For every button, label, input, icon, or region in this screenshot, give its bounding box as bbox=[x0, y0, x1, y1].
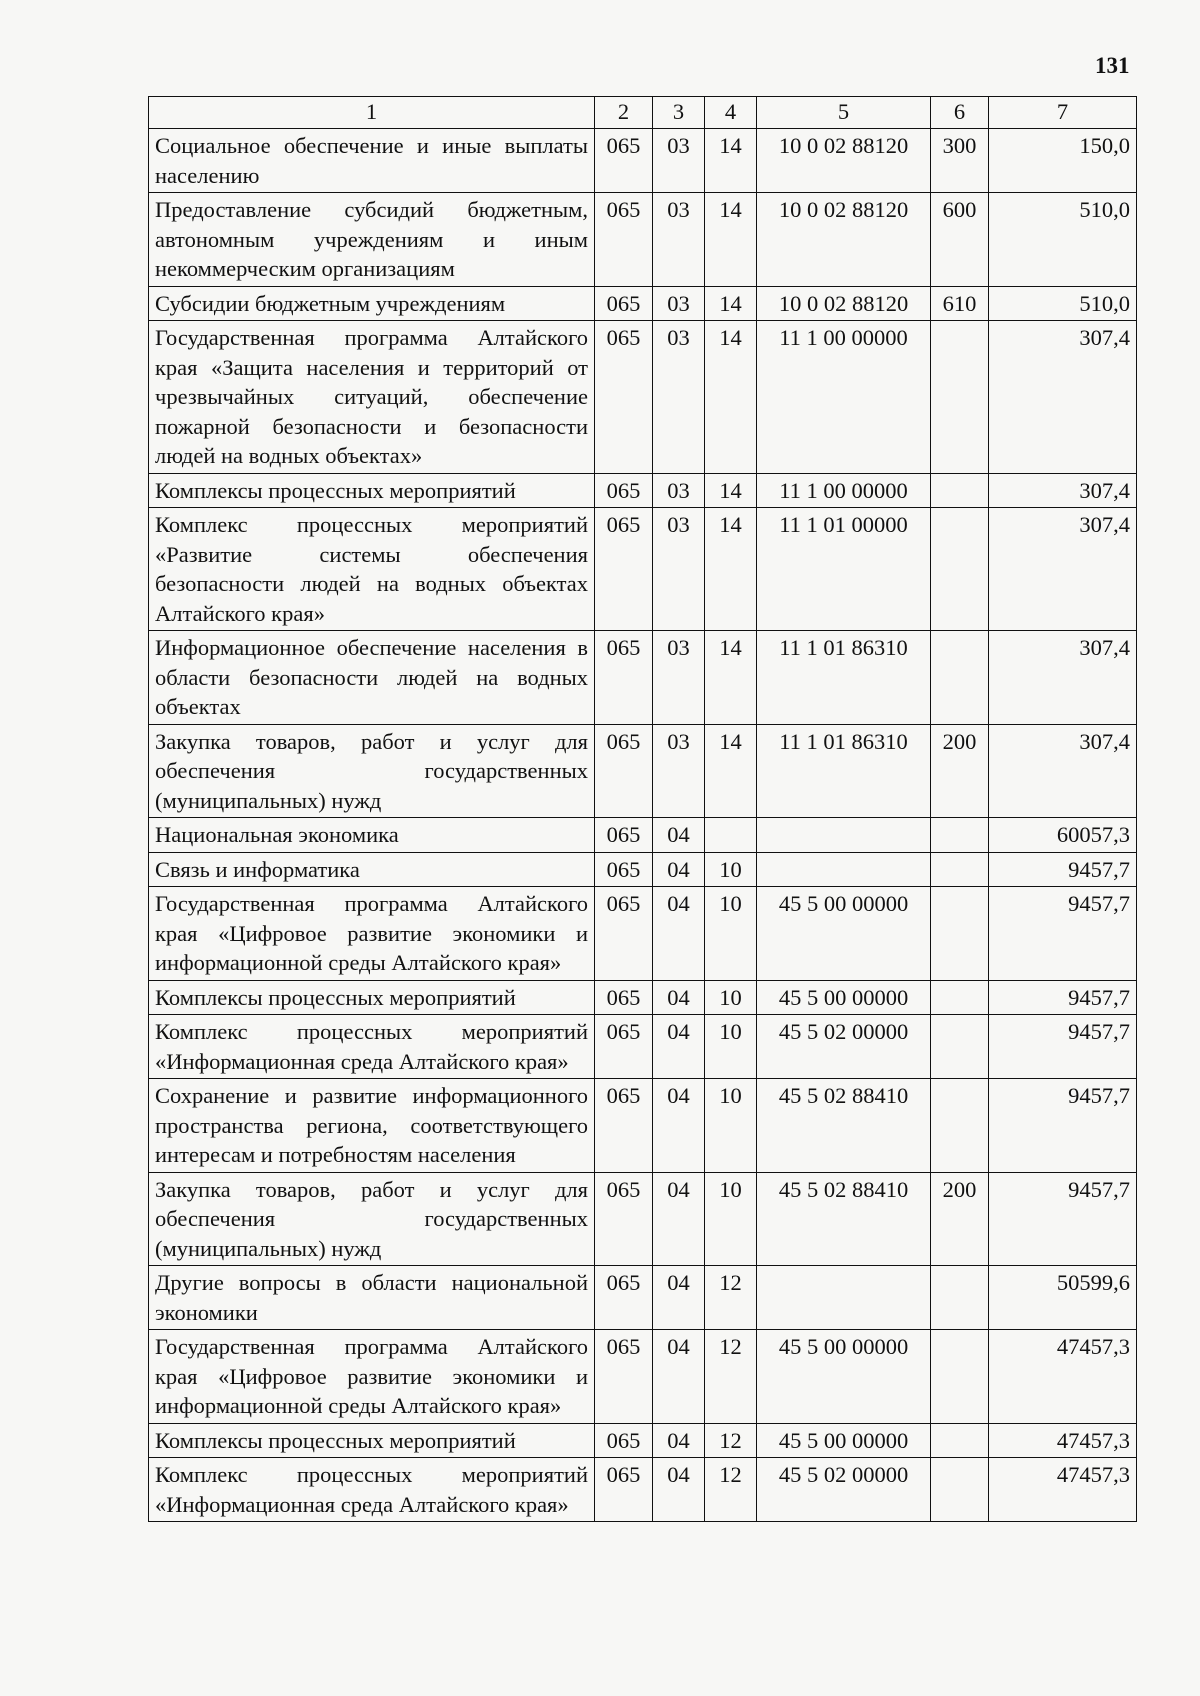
code-cell: 065 bbox=[595, 321, 653, 474]
code-cell: 065 bbox=[595, 1330, 653, 1424]
row-name-cell: Комплексы процессных мероприятий bbox=[149, 473, 595, 508]
subsection-cell bbox=[705, 818, 757, 853]
header-cell: 3 bbox=[653, 97, 705, 129]
target-article-cell: 11 1 01 86310 bbox=[757, 724, 931, 818]
row-name-cell: Национальная экономика bbox=[149, 818, 595, 853]
table-row bbox=[149, 1423, 1137, 1458]
expense-type-cell: 600 bbox=[931, 193, 989, 287]
section-cell: 03 bbox=[653, 473, 705, 508]
target-article-cell: 45 5 00 00000 bbox=[757, 887, 931, 981]
row-name-cell: Государственная программа Алтайского края «Цифровое развитие экономики и информационной среды Алтайского края» bbox=[149, 1330, 595, 1424]
section-cell: 04 bbox=[653, 1423, 705, 1458]
expense-type-cell: 300 bbox=[931, 129, 989, 193]
section-cell: 03 bbox=[653, 193, 705, 287]
amount-cell: 9457,7 bbox=[989, 1172, 1137, 1266]
expense-type-cell bbox=[931, 321, 989, 474]
section-cell: 03 bbox=[653, 631, 705, 725]
amount-cell: 9457,7 bbox=[989, 1015, 1137, 1079]
code-cell: 065 bbox=[595, 473, 653, 508]
table-row bbox=[149, 1172, 1137, 1266]
expense-type-cell bbox=[931, 1015, 989, 1079]
subsection-cell: 14 bbox=[705, 129, 757, 193]
subsection-cell: 14 bbox=[705, 193, 757, 287]
expense-type-cell bbox=[931, 631, 989, 725]
table-row bbox=[149, 129, 1137, 193]
expense-type-cell bbox=[931, 1266, 989, 1330]
target-article-cell: 11 1 01 86310 bbox=[757, 631, 931, 725]
header-cell: 1 bbox=[149, 97, 595, 129]
row-name-cell: Закупка товаров, работ и услуг для обеспечения государственных (муниципальных) нужд bbox=[149, 724, 595, 818]
subsection-cell: 10 bbox=[705, 852, 757, 887]
amount-cell: 60057,3 bbox=[989, 818, 1137, 853]
row-name-cell: Предоставление субсидий бюджетным, автономным учреждениям и иным некоммерческим организациям bbox=[149, 193, 595, 287]
subsection-cell: 14 bbox=[705, 286, 757, 321]
code-cell: 065 bbox=[595, 286, 653, 321]
section-cell: 04 bbox=[653, 1079, 705, 1173]
target-article-cell: 45 5 00 00000 bbox=[757, 1423, 931, 1458]
section-cell: 04 bbox=[653, 887, 705, 981]
section-cell: 03 bbox=[653, 321, 705, 474]
code-cell: 065 bbox=[595, 631, 653, 725]
target-article-cell: 11 1 01 00000 bbox=[757, 508, 931, 631]
subsection-cell: 12 bbox=[705, 1458, 757, 1522]
amount-cell: 510,0 bbox=[989, 193, 1137, 287]
amount-cell: 9457,7 bbox=[989, 887, 1137, 981]
expense-type-cell: 200 bbox=[931, 1172, 989, 1266]
subsection-cell: 14 bbox=[705, 631, 757, 725]
section-cell: 03 bbox=[653, 724, 705, 818]
code-cell: 065 bbox=[595, 1015, 653, 1079]
code-cell: 065 bbox=[595, 193, 653, 287]
amount-cell: 150,0 bbox=[989, 129, 1137, 193]
table-row bbox=[149, 980, 1137, 1015]
row-name-cell: Субсидии бюджетным учреждениям bbox=[149, 286, 595, 321]
target-article-cell: 45 5 02 88410 bbox=[757, 1172, 931, 1266]
amount-cell: 47457,3 bbox=[989, 1458, 1137, 1522]
table-row bbox=[149, 321, 1137, 474]
table-row bbox=[149, 193, 1137, 287]
expense-type-cell bbox=[931, 473, 989, 508]
subsection-cell: 12 bbox=[705, 1423, 757, 1458]
expense-type-cell bbox=[931, 1079, 989, 1173]
expense-type-cell bbox=[931, 818, 989, 853]
target-article-cell: 11 1 00 00000 bbox=[757, 321, 931, 474]
table-row bbox=[149, 1015, 1137, 1079]
section-cell: 04 bbox=[653, 980, 705, 1015]
expense-type-cell: 610 bbox=[931, 286, 989, 321]
subsection-cell: 14 bbox=[705, 508, 757, 631]
table-row bbox=[149, 1458, 1137, 1522]
amount-cell: 307,4 bbox=[989, 724, 1137, 818]
page-number: 131 bbox=[1095, 53, 1130, 78]
target-article-cell: 10 0 02 88120 bbox=[757, 286, 931, 321]
section-cell: 04 bbox=[653, 1330, 705, 1424]
row-name-cell: Комплексы процессных мероприятий bbox=[149, 1423, 595, 1458]
section-cell: 04 bbox=[653, 1458, 705, 1522]
table-row bbox=[149, 852, 1137, 887]
row-name-cell: Информационное обеспечение населения в области безопасности людей на водных объектах bbox=[149, 631, 595, 725]
table-row bbox=[149, 286, 1137, 321]
amount-cell: 9457,7 bbox=[989, 980, 1137, 1015]
amount-cell: 47457,3 bbox=[989, 1330, 1137, 1424]
amount-cell: 50599,6 bbox=[989, 1266, 1137, 1330]
code-cell: 065 bbox=[595, 1458, 653, 1522]
code-cell: 065 bbox=[595, 1423, 653, 1458]
subsection-cell: 10 bbox=[705, 1079, 757, 1173]
header-cell: 4 bbox=[705, 97, 757, 129]
section-cell: 04 bbox=[653, 852, 705, 887]
header-cell: 7 bbox=[989, 97, 1137, 129]
expense-type-cell: 200 bbox=[931, 724, 989, 818]
expense-type-cell bbox=[931, 508, 989, 631]
target-article-cell: 45 5 00 00000 bbox=[757, 980, 931, 1015]
row-name-cell: Государственная программа Алтайского края «Защита населения и территорий от чрезвычайных ситуаций, обеспечение пожарной безопасности и безопасности людей на водных объектах» bbox=[149, 321, 595, 474]
target-article-cell bbox=[757, 1266, 931, 1330]
amount-cell: 307,4 bbox=[989, 508, 1137, 631]
expense-type-cell bbox=[931, 1330, 989, 1424]
row-name-cell: Связь и информатика bbox=[149, 852, 595, 887]
table-row bbox=[149, 887, 1137, 981]
table-row bbox=[149, 818, 1137, 853]
target-article-cell: 10 0 02 88120 bbox=[757, 193, 931, 287]
row-name-cell: Другие вопросы в области национальной экономики bbox=[149, 1266, 595, 1330]
section-cell: 03 bbox=[653, 286, 705, 321]
table-row bbox=[149, 1266, 1137, 1330]
table-row bbox=[149, 508, 1137, 631]
row-name-cell: Комплекс процессных мероприятий «Информационная среда Алтайского края» bbox=[149, 1458, 595, 1522]
code-cell: 065 bbox=[595, 1172, 653, 1266]
target-article-cell: 45 5 02 00000 bbox=[757, 1015, 931, 1079]
section-cell: 04 bbox=[653, 818, 705, 853]
section-cell: 03 bbox=[653, 508, 705, 631]
table-row bbox=[149, 1079, 1137, 1173]
subsection-cell: 10 bbox=[705, 980, 757, 1015]
amount-cell: 307,4 bbox=[989, 631, 1137, 725]
target-article-cell: 45 5 00 00000 bbox=[757, 1330, 931, 1424]
section-cell: 04 bbox=[653, 1015, 705, 1079]
code-cell: 065 bbox=[595, 1266, 653, 1330]
header-cell: 6 bbox=[931, 97, 989, 129]
expense-type-cell bbox=[931, 1423, 989, 1458]
row-name-cell: Социальное обеспечение и иные выплаты населению bbox=[149, 129, 595, 193]
target-article-cell: 10 0 02 88120 bbox=[757, 129, 931, 193]
subsection-cell: 14 bbox=[705, 321, 757, 474]
header-cell: 5 bbox=[757, 97, 931, 129]
code-cell: 065 bbox=[595, 852, 653, 887]
table-row bbox=[149, 1330, 1137, 1424]
amount-cell: 9457,7 bbox=[989, 1079, 1137, 1173]
row-name-cell: Комплекс процессных мероприятий «Развитие системы обеспечения безопасности людей на водных объектах Алтайского края» bbox=[149, 508, 595, 631]
code-cell: 065 bbox=[595, 818, 653, 853]
code-cell: 065 bbox=[595, 980, 653, 1015]
row-name-cell: Сохранение и развитие информационного пространства региона, соответствующего интересам и потребностям населения bbox=[149, 1079, 595, 1173]
subsection-cell: 10 bbox=[705, 887, 757, 981]
subsection-cell: 10 bbox=[705, 1015, 757, 1079]
budget-table bbox=[148, 96, 1137, 1522]
amount-cell: 47457,3 bbox=[989, 1423, 1137, 1458]
row-name-cell: Закупка товаров, работ и услуг для обеспечения государственных (муниципальных) нужд bbox=[149, 1172, 595, 1266]
amount-cell: 510,0 bbox=[989, 286, 1137, 321]
target-article-cell: 45 5 02 88410 bbox=[757, 1079, 931, 1173]
code-cell: 065 bbox=[595, 1079, 653, 1173]
table-header-row bbox=[149, 97, 1137, 129]
subsection-cell: 12 bbox=[705, 1266, 757, 1330]
row-name-cell: Государственная программа Алтайского края «Цифровое развитие экономики и информационной среды Алтайского края» bbox=[149, 887, 595, 981]
amount-cell: 307,4 bbox=[989, 321, 1137, 474]
expense-type-cell bbox=[931, 980, 989, 1015]
table-row bbox=[149, 631, 1137, 725]
target-article-cell: 11 1 00 00000 bbox=[757, 473, 931, 508]
subsection-cell: 10 bbox=[705, 1172, 757, 1266]
row-name-cell: Комплекс процессных мероприятий «Информационная среда Алтайского края» bbox=[149, 1015, 595, 1079]
expense-type-cell bbox=[931, 887, 989, 981]
amount-cell: 9457,7 bbox=[989, 852, 1137, 887]
subsection-cell: 14 bbox=[705, 724, 757, 818]
code-cell: 065 bbox=[595, 508, 653, 631]
target-article-cell: 45 5 02 00000 bbox=[757, 1458, 931, 1522]
subsection-cell: 14 bbox=[705, 473, 757, 508]
target-article-cell bbox=[757, 818, 931, 853]
target-article-cell bbox=[757, 852, 931, 887]
table-row bbox=[149, 473, 1137, 508]
table-row bbox=[149, 724, 1137, 818]
subsection-cell: 12 bbox=[705, 1330, 757, 1424]
code-cell: 065 bbox=[595, 887, 653, 981]
section-cell: 04 bbox=[653, 1266, 705, 1330]
amount-cell: 307,4 bbox=[989, 473, 1137, 508]
code-cell: 065 bbox=[595, 129, 653, 193]
row-name-cell: Комплексы процессных мероприятий bbox=[149, 980, 595, 1015]
header-cell: 2 bbox=[595, 97, 653, 129]
code-cell: 065 bbox=[595, 724, 653, 818]
expense-type-cell bbox=[931, 1458, 989, 1522]
expense-type-cell bbox=[931, 852, 989, 887]
section-cell: 04 bbox=[653, 1172, 705, 1266]
section-cell: 03 bbox=[653, 129, 705, 193]
